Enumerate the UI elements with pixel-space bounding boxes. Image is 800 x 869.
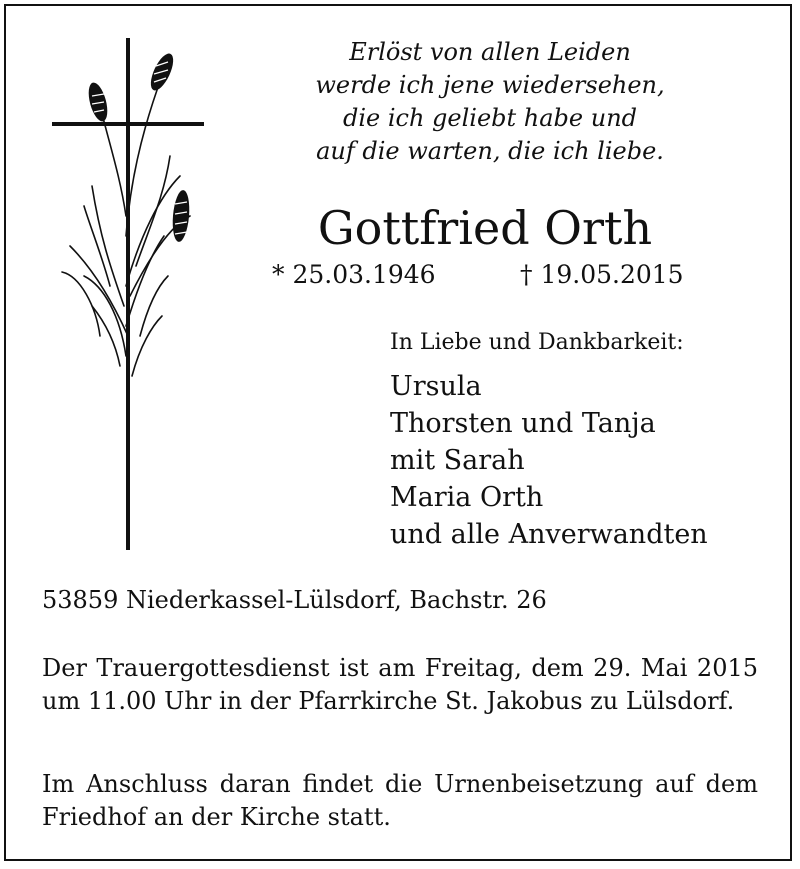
mourner-name: und alle Anverwandten — [390, 519, 708, 550]
verse-line: die ich geliebt habe und — [342, 104, 638, 132]
cross-with-wheat-icon — [40, 36, 220, 552]
verse-line: auf die warten, die ich liebe. — [316, 137, 664, 165]
mourner-name: Thorsten und Tanja — [390, 408, 656, 439]
service-info: Der Trauergottesdienst ist am Freitag, dem 29. Mai 2015 um 11.00 Uhr in der Pfarrkirche St. Jakobus zu Lülsdorf. — [42, 654, 758, 715]
mourners-list — [390, 368, 708, 553]
mourner-name: mit Sarah — [390, 445, 525, 476]
mourners-intro: In Liebe und Dankbarkeit: — [390, 330, 684, 355]
mourner-name: Maria Orth — [390, 482, 544, 513]
address: 53859 Niederkassel-Lülsdorf, Bachstr. 26 — [42, 586, 547, 614]
verse — [280, 36, 700, 168]
deceased-name: Gottfried Orth — [317, 201, 653, 255]
verse-line: werde ich jene wiedersehen, — [315, 71, 665, 99]
verse-line: Erlöst von allen Leiden — [349, 38, 631, 66]
burial-info: Im Anschluss daran findet die Urnenbeisetzung auf dem Friedhof an der Kirche statt. — [42, 770, 758, 831]
death-date: † 19.05.2015 — [520, 260, 684, 289]
mourner-name: Ursula — [390, 371, 482, 402]
birth-date: * 25.03.1946 — [272, 260, 436, 289]
